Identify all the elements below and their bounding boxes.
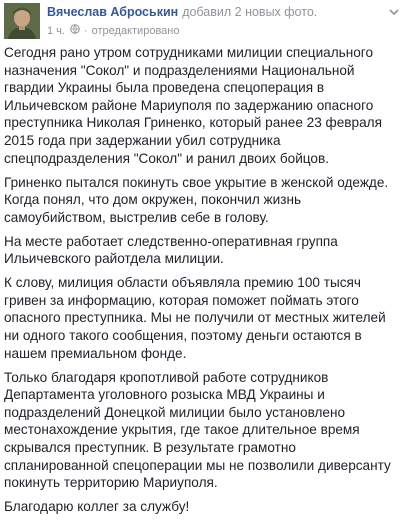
chevron-down-icon[interactable] [387, 5, 401, 19]
post-meta [47, 24, 179, 37]
timestamp-link[interactable]: 1 ч. [47, 24, 65, 37]
post-action-text: добавил 2 новых фото. [182, 5, 318, 19]
post-paragraph: На месте работает следственно-оперативная группа Ильичевского райотдела милиции. [4, 233, 338, 267]
post-header [4, 3, 401, 39]
post-body [4, 44, 398, 522]
post-paragraph: Сегодня рано утром сотрудниками милиции специального назначения "Сокол" и подразделениями Национальной гвардии Украины была проведена спецоперация в Ильичевском районе Мариуполя по задержанию опасного преступника Николая Гриненко, который ранее 23 февраля 2015 года при задержании убил сотрудника спецподразделения "Сокол" и ранил двоих бойцов. [4, 45, 382, 166]
post-paragraph: Благодарю коллег за службу! [4, 499, 190, 515]
author-line [47, 5, 317, 19]
post-paragraph: К слову, милиция области объявляла премию 100 тысяч гривен за информацию, которая поможет поймать этого опасного преступника. Мы не получили от местных жителей ни одного такого сообщения, поэтому деньги остаются в нашем премиальном фонде. [4, 275, 386, 361]
edited-link[interactable]: отредактировано [91, 24, 180, 37]
post-paragraph: Только благодаря кропотливой работе сотрудников Департамента уголовного розыска МВД Украины и подразделений Донецкой милиции было установлено местонахождение укрытия, где такое длительное время скрывался преступник. В результате грамотно спланированной спецоперации мы не позволили диверсанту покинуть территорию Мариуполя. [4, 369, 391, 491]
author-name-link[interactable]: Вячеслав Аброськин [47, 5, 179, 19]
post-paragraph: Гриненко пытался покинуть свое укрытие в женской одежде. Когда понял, что дом окружен, покончил жизнь самоубийством, выстрелив себе в голову. [4, 174, 389, 225]
avatar[interactable] [4, 3, 40, 39]
avatar-photo [4, 3, 40, 39]
meta-separator: · [83, 24, 88, 37]
globe-icon [70, 24, 80, 37]
